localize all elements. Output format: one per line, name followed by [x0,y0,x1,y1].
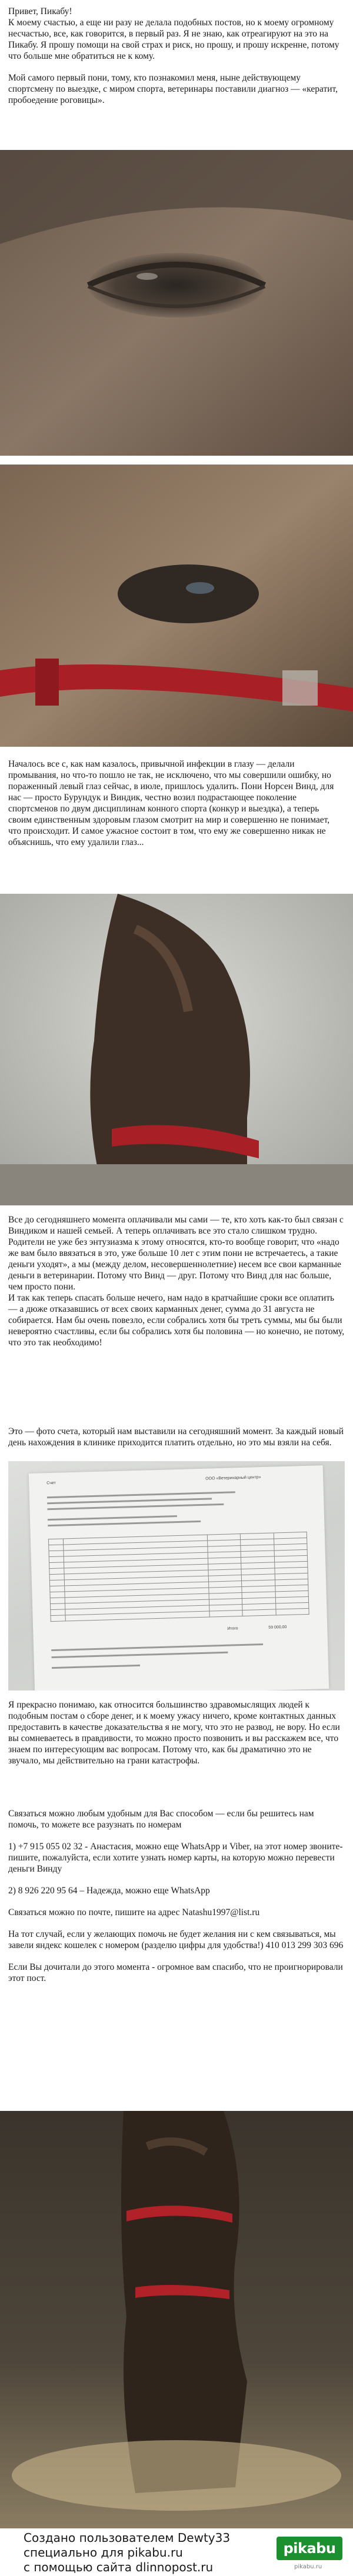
footer-tool: с помощью сайта dlinnopost.ru [24,2560,214,2574]
contacts-block [8,1808,345,1984]
invoice-total-value: 59 000,00 [268,1625,287,1630]
pony-head-photo [0,894,353,1205]
pony-stable-photo [0,2111,353,2528]
contact-2: 2) 8 926 220 95 64 – Надежда, можно еще WhatsApp [8,1886,210,1896]
contact-1: 1) +7 915 055 02 32 - Анастасия, можно еще WhatsApp и Viber, на этот номер звоните-пишите, пожалуйста, если хотите узнать номер карты, на которую можно перевести деньги Винду [8,1842,343,1874]
invoice-header-left: Счет [46,1481,56,1486]
trust-paragraph [8,1699,345,1766]
story-text: Началось все с, как нам казалось, привычной инфекции в глазу — делали промывания, но что-то пошло не так, не исключено, что мы совершили ошибку, но пораженный левый глаз сейчас, в июле, пришлось удалить. Пони Норсен Винд, для нас — просто Бурундук и Виндик, честно возил подрастающее поколение спортсменов по двум дисциплинам конного спорта (конкур и выездка), а теперь своим единственным здоровым глазом смотрит на мир и совершенно не понимает, что происходит. И самое ужасное состоит в том, что ему же совершенно никак не объяснишь, что ему удалили глаз... [8,759,334,847]
pikabu-logo[interactable]: pikabu [277,2537,342,2560]
contacts-intro: Связаться можно любым удобным для Вас способом — если бы решитесь нам помочь, то можете все разузнать по номерам [8,1809,314,1830]
greeting: Привет, Пикабу! [8,6,72,16]
trust-text: Я прекрасно понимаю, как относится большинство здравомыслящих людей к подобным постам о сборе денег, и к моему ужасу ничего, кроме контактных данных предоставить в качестве доказательства я не могу, что это не развод, не вору. Но если вы сомневаетесь в правдивости, то можно просто позвонить и вы расскажем все, что знаем по интересующим вас вопросам. Потому что, как бы драматично это не звучало, мы действительно на грани катастрофы. [8,1700,340,1766]
invoice-table [48,1532,309,1622]
email-text: Связаться можно по почте, пишите на адрес Natashu1997@list.ru [8,1907,260,1917]
invoice-sheet [29,1465,329,1690]
invoice-total-label: Итого [227,1626,238,1631]
payment-text-1: Все до сегодняшнего момента оплачивали мы сами — те, кто хоть как-то был связан с Виндиком и нашей семьей. А теперь оплачивать все это стало слишком трудно. Родители не уже без энтузиазма к этому относятся, кто-то вообще говорит, что «надо же вам было ввязаться в это, уже больше 10 лет с этим пони не встречаетесь, а такие деньги уходят», а мы (между делом, несовершеннолетние) несем все свои карманные деньги в ветеринарии. Потому что Винд — друг. Потому что Винд для нас больше, чем просто пони. [8,1215,344,1292]
footer [0,2528,353,2576]
invoice-intro-text: Это — фото счета, который нам выставили на сегодняшний момент. За каждый новый день нахождения в клинике приходится платить отдельно, но это мы взяли на себя. [8,1426,344,1448]
invoice-photo [8,1461,345,1690]
pony-eye-photo-2 [0,465,353,747]
story-paragraph [8,759,345,848]
intro-paragraph: К моему счастью, а еще ни разу не делала подобных постов, но к моему огромному несчастью, все, как говорится, в первый раз. Я не знаю, как отреагируют на это на Пикабу. Я прошу помощи на свой страх и риск, но прошу, и прошу искренне, потому что больше мне обратиться не к кому. [8,18,339,61]
payment-text-2: И так как теперь спасать больше нечего, нам надо в кратчайшие сроки все оплатить — а дюже отказавшись от всех своих карманных денег, сумма до 31 августа не собирается. Нам бы очень повезло, если собрались хотя бы треть суммы, мы бы были невероятно счастливы, если бы собрались хотя бы половина — но конечно, не потому, что это так необходимо! [8,1293,345,1348]
wallet-text: На тот случай, если у желающих помочь не будет желания ни с кем связываться, мы завели яндекс кошелек с номером (разделю цифры для удобства!) 410 013 299 303 696 [8,1929,344,1950]
intro-text [8,6,345,106]
footer-author: Создано пользователем Dewty33 [24,2531,231,2545]
diagnosis-paragraph: Мой самого первый пони, тому, кто познакомил меня, ныне действующему спортсмену по выездке, с миром спорта, ветеринары поставили диагноз — «кератит, пробоедение роговицы». [8,73,338,105]
pikabu-logo-subtext: pikabu.ru [294,2564,322,2570]
payment-paragraph [8,1214,345,1348]
footer-site: специально для pikabu.ru [24,2545,183,2560]
invoice-intro [8,1426,345,1448]
thanks-text: Если Вы дочитали до этого момента - огромное вам спасибо, что не проигнорировали этот пост. [8,1962,343,1983]
pony-eye-photo-1 [0,150,353,456]
invoice-header-right: ООО «Ветеринарный центр» [205,1475,261,1481]
